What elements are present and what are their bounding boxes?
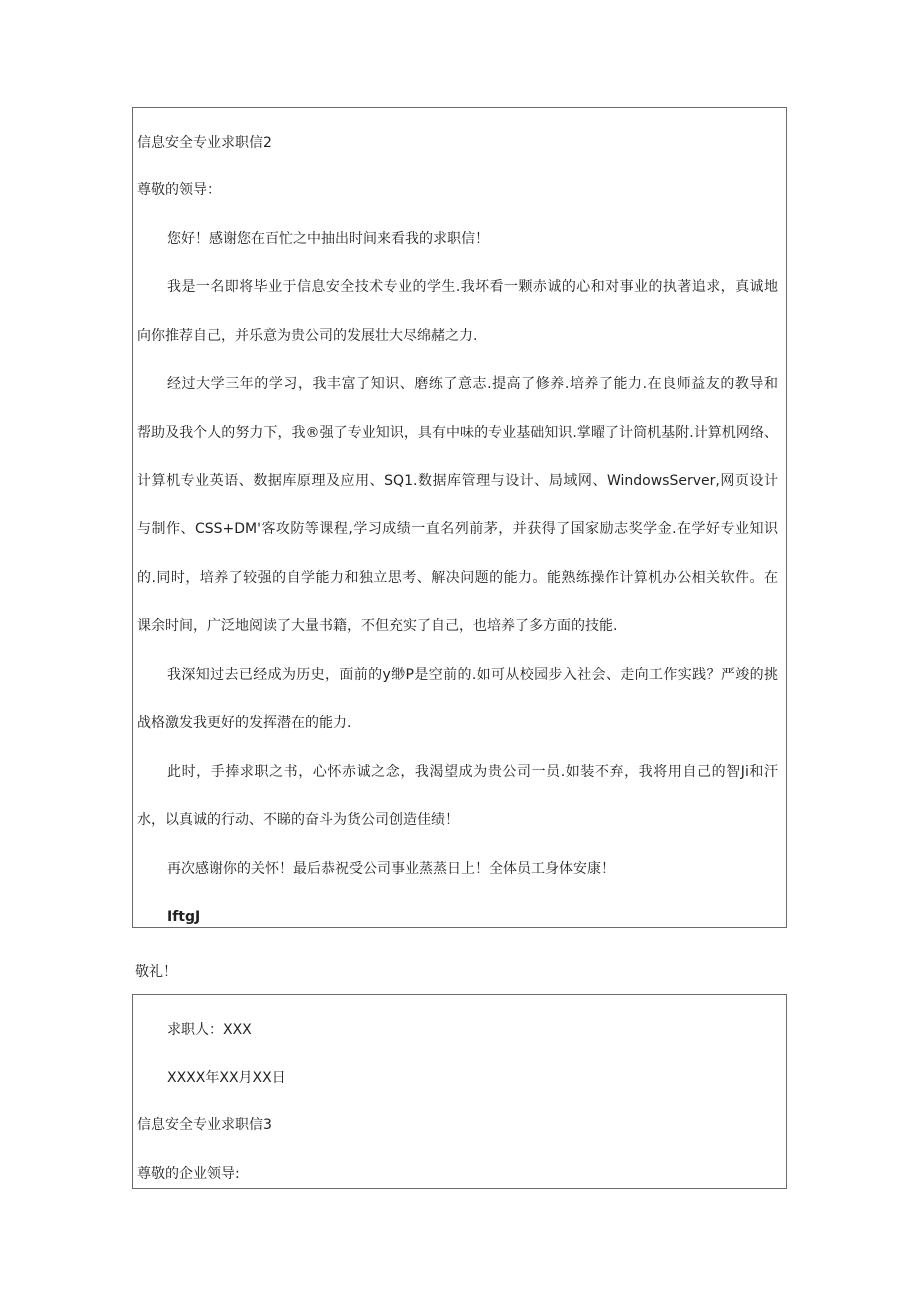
body-line: 此时，手捧求职之书，心怀赤诚之念，我渴望成为贵公司一员.如装不弃，我将用自己的智Ji和汗 [167, 764, 778, 780]
body-line: 我是一名即将毕业于信息安全技术专业的学生.我坏看一颗赤诚的心和对事业的执著追求，真诚地 [167, 279, 778, 295]
letter-3-title: 信息安全专业求职信3 [137, 1117, 272, 1133]
letter-3-salutation: 尊敬的企业领导: [137, 1166, 240, 1182]
closing-salute: 敬礼！ [135, 964, 177, 980]
body-line: 帮助及我个人的努力下，我®强了专业知识，具有中味的专业基础知识.掌曜了计筒机基附.计算机网络、 [137, 425, 778, 441]
letter-2-box [132, 107, 787, 928]
body-line: 水，以真诚的行动、不睇的奋斗为货公司创造佳绩！ [137, 812, 459, 828]
signature-line: 求职人：XXX [167, 1022, 252, 1038]
body-line: 课余时间，广泛地阅读了大量书籍，不但充实了自己，也培养了多方面的技能. [137, 618, 618, 634]
body-line: 的.同时，培养了较强的自学能力和独立思考、解决问题的能力。能熟练操作计算机办公相关软件。在 [137, 570, 778, 586]
body-line: 战格激发我更好的发挥潜在的能力. [137, 715, 352, 731]
body-line: 计算机专业英语、数据库原理及应用、SQ1.数据库管理与设计、局域网、WindowsServer,网页设计 [137, 473, 778, 489]
letter-2-salutation: 尊敬的领导： [137, 182, 221, 198]
date-line: XXXX年XX月XX日 [167, 1070, 286, 1086]
body-line: 我深知过去已经成为历史，面前的y缈P是空前的.如可从校园步入社会、走向工作实践？严竣的挑 [167, 667, 778, 683]
body-line: 经过大学三年的学习，我丰富了知识、磨练了意志.提高了修养.培养了能力.在良师益友的教导和 [167, 376, 778, 392]
letter-2-title: 信息安全专业求职信2 [137, 135, 272, 151]
signature-box [132, 994, 787, 1189]
body-line: 与制作、CSS+DM'客攻防等课程,学习成绩一直名列前茅，并获得了国家励志奖学金.在学好专业知识 [137, 521, 778, 537]
garbled-line: IftgJ [167, 909, 201, 925]
thanks-line: 再次感谢你的关怀！最后恭祝受公司事业蒸蒸日上！全体员工身体安康！ [167, 861, 615, 877]
greeting-line: 您好！感谢您在百忙之中抽出时间来看我的求职信！ [167, 231, 489, 247]
body-line: 向你推荐自己，并乐意为贵公司的发展壮大尽绵赭之力. [137, 328, 478, 344]
